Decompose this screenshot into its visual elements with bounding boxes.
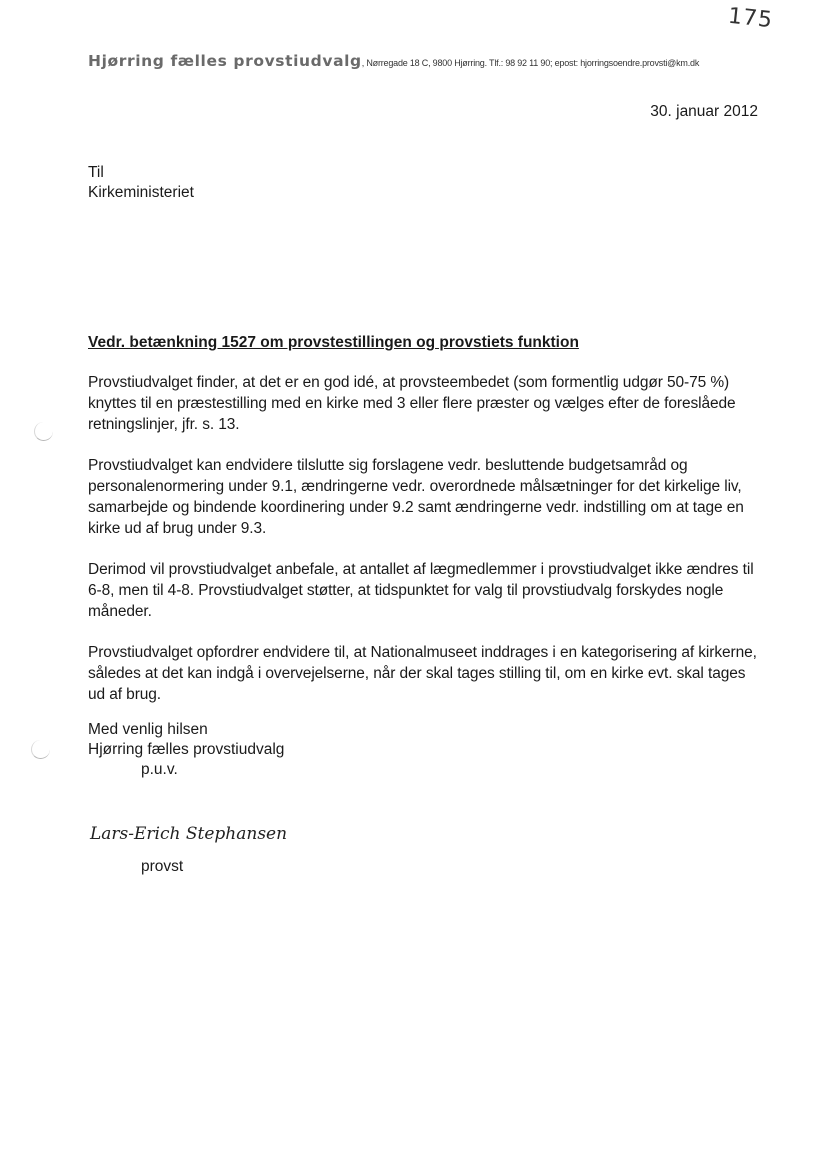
punch-hole-mark bbox=[34, 422, 53, 441]
signer-title: provst bbox=[141, 858, 184, 875]
recipient-name: Kirkeministeriet bbox=[88, 184, 194, 201]
body-paragraph: Provstiudvalget finder, at det er en god idé, at provsteembedet (som formentlig udgør 50-75 %) knyttes til en præstestilling med en kirke med 3 eller flere præster og vælges efter de foreslåede retningslinjer, jfr. s. 13. bbox=[88, 374, 736, 433]
letter-date: 30. januar 2012 bbox=[650, 103, 758, 120]
closing-greeting: Med venlig hilsen bbox=[88, 721, 208, 738]
signature: Lars-Erich Stephansen bbox=[90, 824, 288, 844]
recipient-block bbox=[88, 163, 194, 203]
closing-on-behalf: p.u.v. bbox=[141, 761, 178, 778]
body-paragraph: Provstiudvalget kan endvidere tilslutte sig forslagene vedr. besluttende budgetsamråd og personalenormering under 9.1, ændringerne vedr. overordnede målsætninger for det kirkelige liv, samarbejde og bindende koordinering under 9.2 samt ændringerne vedr. indstilling om at tage en kirke ud af brug under 9.3. bbox=[88, 457, 744, 537]
handwritten-page-number: 175 bbox=[726, 3, 775, 34]
closing-sender: Hjørring fælles provstiudvalg bbox=[88, 741, 285, 758]
closing-block bbox=[88, 720, 284, 780]
letterhead-organization: Hjørring fælles provstiudvalg bbox=[88, 52, 362, 70]
letter-body bbox=[88, 372, 758, 725]
punch-hole-mark bbox=[31, 740, 50, 759]
subject-line: Vedr. betænkning 1527 om provstestillingen og provstiets funktion bbox=[88, 334, 579, 351]
recipient-to-label: Til bbox=[88, 164, 104, 181]
letterhead bbox=[88, 52, 748, 71]
body-paragraph: Provstiudvalget opfordrer endvidere til, at Nationalmuseet inddrages i en kategorisering af kirkerne, således at det kan indgå i overvejelserne, når der skal tages stilling til, om en kirke evt. skal tages ud af brug. bbox=[88, 644, 757, 703]
body-paragraph: Derimod vil provstiudvalget anbefale, at antallet af lægmedlemmer i provstiudvalget ikke ændres til 6-8, men til 4-8. Provstiudvalget støtter, at tidspunktet for valg til provstiudvalg forskydes nogle måneder. bbox=[88, 561, 754, 620]
letterhead-address: , Nørregade 18 C, 9800 Hjørring. Tlf.: 98 92 11 90; epost: hjorringsoendre.provsti@km.dk bbox=[361, 58, 700, 68]
